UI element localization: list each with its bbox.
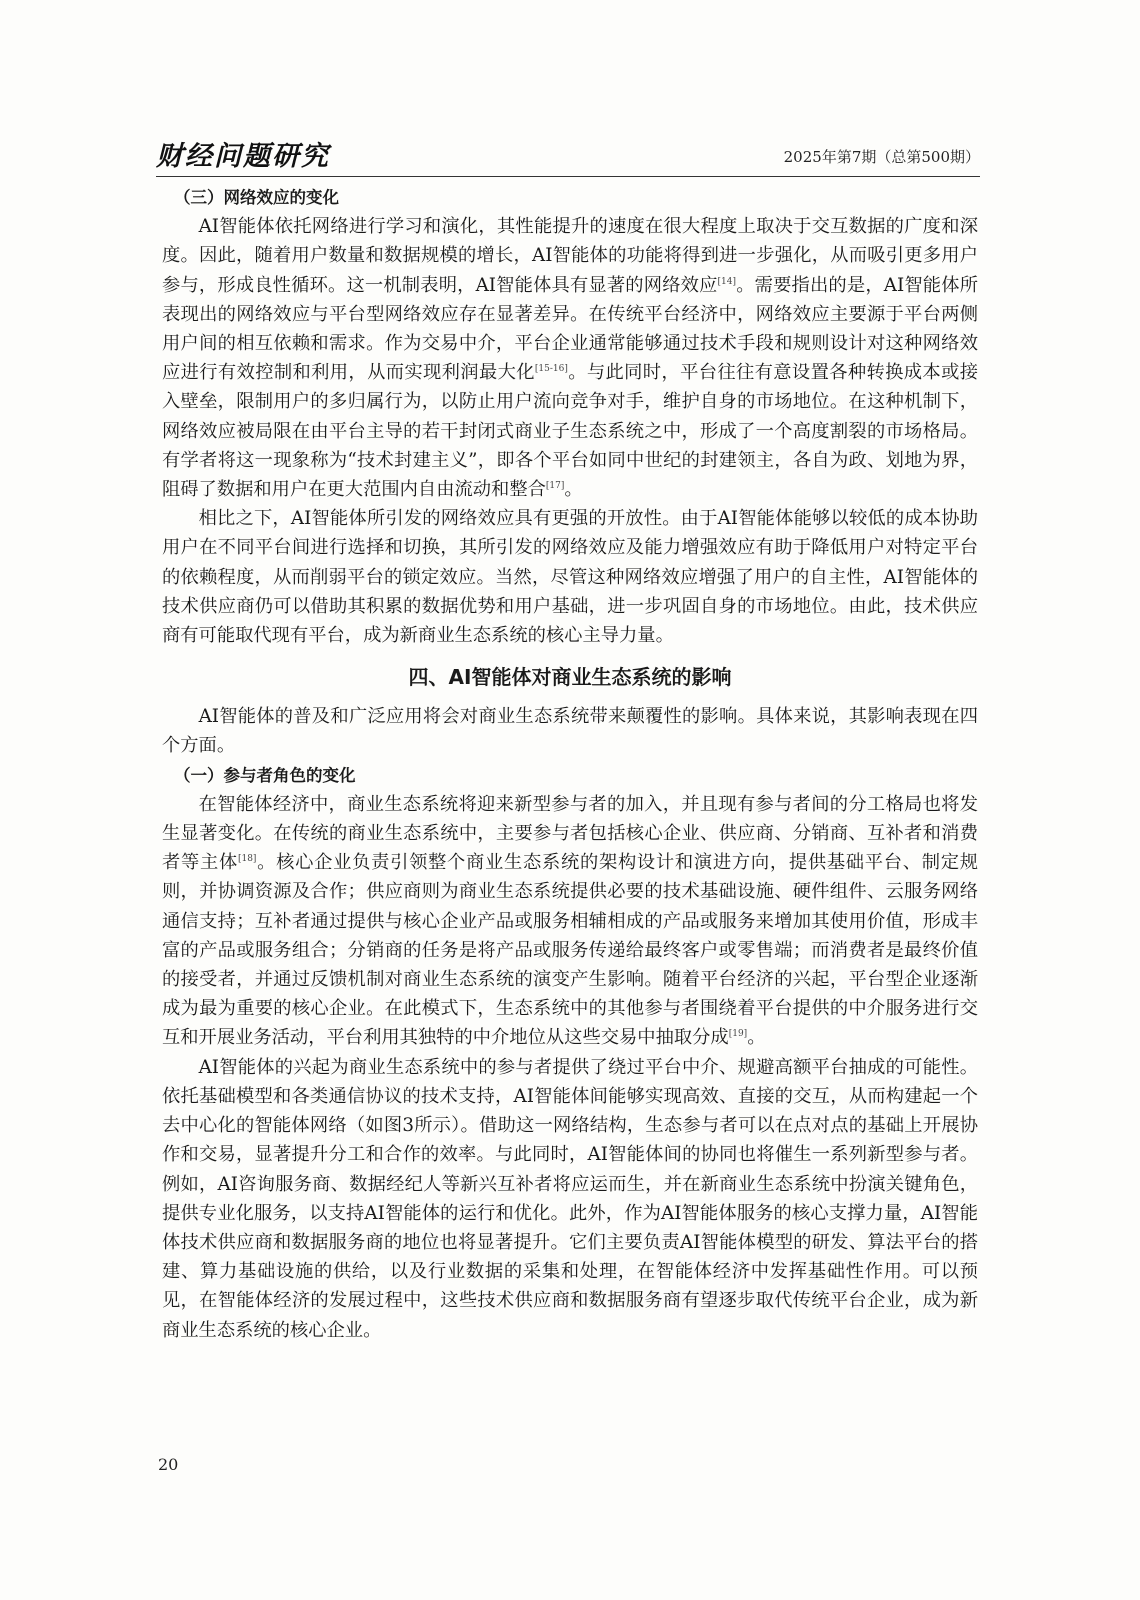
paragraph-text: AI智能体依托网络进行学习和演化，其性能提升的速度在很大程度上取决于交互数据的广度和深度。因此，随着用户数量和数据规模的增长，AI智能体的功能将得到进一步强化，从而吸引更多用户参与，形成良性循环。这一机制表明，AI智能体具有显著的网络效应: [162, 216, 978, 296]
article-body: [162, 183, 978, 1345]
paragraph-agent-network: AI智能体的兴起为商业生态系统中的参与者提供了绕过平台中介、规避高额平台抽成的可能性。依托基础模型和各类通信协议的技术支持，AI智能体间能够实现高效、直接的交互，从而构建起一个去中心化的智能体网络（如图3所示）。借助这一网络结构，生态参与者可以在点对点的基础上开展协作和交易，显著提升分工和合作的效率。与此同时，AI智能体间的协同也将催生一系列新型参与者。例如，AI咨询服务商、数据经纪人等新兴互补者将应运而生，并在新商业生态系统中扮演关键角色，提供专业化服务，以支持AI智能体的运行和优化。此外，作为AI智能体服务的核心支撑力量，AI智能体技术供应商和数据服务商的地位也将显著提升。它们主要负责AI智能体模型的研发、算法平台的搭建、算力基础设施的供给，以及行业数据的采集和处理，在智能体经济中发挥基础性作用。可以预见，在智能体经济的发展过程中，这些技术供应商和数据服务商有望逐步取代传统平台企业，成为新商业生态系统的核心企业。: [162, 1056, 978, 1341]
paragraph-participants: [162, 790, 978, 1053]
paragraph-openness: 相比之下，AI智能体所引发的网络效应具有更强的开放性。由于AI智能体能够以较低的成本协助用户在不同平台间进行选择和切换，其所引发的网络效应及能力增强效应有助于降低用户对特定平台的依赖程度，从而削弱平台的锁定效应。当然，尽管这种网络效应增强了用户的自主性，AI智能体的技术供应商仍可以借助其积累的数据优势和用户基础，进一步巩固自身的市场地位。由此，技术供应商有可能取代现有平台，成为新商业生态系统的核心主导力量。: [162, 508, 978, 647]
section-heading-ecosystem-impact: 四、AI智能体对商业生态系统的影响: [408, 665, 732, 690]
paragraph-text: 。: [747, 1027, 766, 1049]
subsection-heading-participant-roles: （一）参与者角色的变化: [174, 765, 356, 785]
paragraph-text: 。需要指出的是，AI智能体所表现出的网络效应与平台型网络效应存在显著差异。在传统平台经济中，网络效应主要源于平台两侧用户间的相互依赖和需求。作为交易中介，平台企业通常能够通过技术手段和规则设计对这种网络效应进行有效控制和利用，从而实现利润最大化: [162, 274, 978, 384]
citation-17[interactable]: [17]: [545, 480, 565, 491]
paragraph-section-intro: AI智能体的普及和广泛应用将会对商业生态系统带来颠覆性的影响。具体来说，其影响表现在四个方面。: [162, 706, 978, 757]
header-rule: [156, 176, 980, 177]
citation-19[interactable]: [19]: [728, 1029, 748, 1040]
paragraph-text: 在智能体经济中，商业生态系统将迎来新型参与者的加入，并且现有参与者间的分工格局也将发生显著变化。在传统的商业生态系统中，主要参与者包括核心企业、供应商、分销商、互补者和消费者等主体: [162, 793, 978, 874]
paragraph-text: 。: [564, 479, 583, 501]
running-header: [156, 138, 980, 172]
paragraph-text: 。与此同时，平台往往有意设置各种转换成本或接入壁垒，限制用户的多归属行为，以防止用户流向竞争对手，维护自身的市场地位。在这种机制下，网络效应被局限在由平台主导的若干封闭式商业子生态系统之中，形成了一个高度割裂的市场格局。有学者将这一现象称为“技术封建主义”，即各个平台如同中世纪的封建领主，各自为政、划地为界，阻碍了数据和用户在更大范围内自由流动和整合: [162, 362, 979, 501]
journal-title-logo: 财经问题研究: [156, 141, 330, 172]
citation-14[interactable]: [14]: [717, 276, 737, 287]
issue-info: 2025年第7期（总第500期）: [783, 148, 980, 166]
page-number: 20: [158, 1455, 179, 1474]
citation-15-16[interactable]: [15-16]: [534, 364, 568, 375]
paragraph-network-effects: [162, 212, 978, 504]
citation-18[interactable]: [18]: [237, 854, 257, 865]
paragraph-text: 。核心企业负责引领整个商业生态系统的架构设计和演进方向，提供基础平台、制定规则，并协调资源及合作；供应商则为商业生态系统提供必要的技术基础设施、硬件组件、云服务网络通信支持；互补者通过提供与核心企业产品或服务相辅相成的产品或服务来增加其使用价值，形成丰富的产品或服务组合；分销商的任务是将产品或服务传递给最终客户或零售端；而消费者是最终价值的接受者，并通过反馈机制对商业生态系统的演变产生影响。随着平台经济的兴起，平台型企业逐渐成为最为重要的核心企业。在此模式下，生态系统中的其他参与者围绕着平台提供的中介服务进行交互和开展业务活动，平台利用其独特的中介地位从这些交易中抽取分成: [162, 852, 979, 1049]
subsection-heading-network-effects: （三）网络效应的变化: [174, 188, 339, 207]
